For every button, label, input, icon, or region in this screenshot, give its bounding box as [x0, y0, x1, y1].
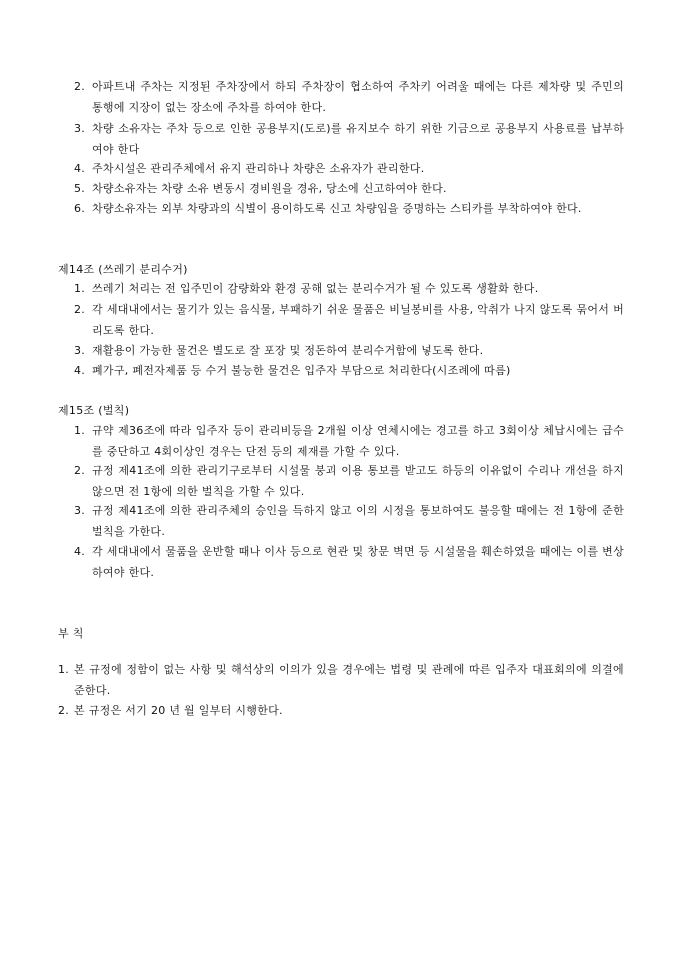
- item-text: 주차시설은 관리주체에서 유지 관리하나 차량은 소유자가 관리한다.: [92, 162, 425, 175]
- item-number: 4.: [74, 364, 86, 377]
- list-item: [74, 198, 624, 219]
- item-number: 6.: [74, 202, 86, 215]
- item-text: 본 규정에 정함이 없는 사항 및 해석상의 이의가 있을 경우에는 법령 및 관례에 따른 입주자 대표회의에 의결에 준한다.: [74, 663, 624, 697]
- list-item: [58, 659, 624, 701]
- list-item: [74, 299, 624, 341]
- item-text: 아파트내 주차는 지정된 주차장에서 하되 주차장이 협소하여 주차키 어려울 때에는 다른 제차량 및 주민의 통행에 지장이 없는 장소에 주차를 하여야 한다.: [92, 80, 624, 114]
- list-item: [74, 158, 624, 179]
- item-number: 3.: [74, 122, 86, 135]
- item-text: 차량 소유자는 주차 등으로 인한 공용부지(도로)를 유지보수 하기 위한 기금으로 공용부지 사용료를 납부하여야 한다: [92, 122, 624, 156]
- item-text: 재활용이 가능한 물건은 별도로 잘 포장 및 정돈하여 분리수거함에 넣도록 한다.: [92, 344, 484, 357]
- list-item: [74, 360, 624, 381]
- item-number: 4.: [74, 545, 86, 558]
- item-text: 규정 제41조에 의한 관리기구로부터 시설물 붕괴 이용 통보를 받고도 하등의 이유없이 수리나 개선을 하지 않으면 전 1항에 의한 벌칙을 가할 수 있다.: [92, 464, 624, 498]
- item-number: 2.: [74, 80, 86, 93]
- item-number: 1.: [58, 663, 70, 676]
- item-text: 규약 제36조에 따라 입주자 등이 관리비등을 2개월 이상 연체시에는 경고를 하고 3회이상 체납시에는 급수를 중단하고 4회이상인 경우는 단전 등의 제재를 가할 수 있다.: [92, 424, 624, 458]
- list-item: [74, 178, 624, 199]
- item-text: 차량소유자는 외부 차량과의 식별이 용이하도록 신고 차량임을 증명하는 스티카를 부착하여야 한다.: [92, 202, 582, 215]
- supplementary-heading: 부 칙: [58, 627, 84, 640]
- item-text: 차량소유자는 차량 소유 변동시 경비원을 경유, 당소에 신고하여야 한다.: [92, 182, 447, 195]
- list-item: [74, 340, 624, 361]
- list-item: [74, 278, 624, 299]
- list-item: [74, 118, 624, 160]
- list-item: [58, 700, 624, 721]
- item-number: 5.: [74, 182, 86, 195]
- article-15-heading: 제15조 (벌칙): [58, 404, 130, 417]
- item-number: 3.: [74, 504, 86, 517]
- list-item: [74, 76, 624, 118]
- item-number: 2.: [74, 464, 86, 477]
- list-item: [74, 541, 624, 583]
- item-text: 쓰레기 처리는 전 입주민이 감량화와 환경 공해 없는 분리수거가 될 수 있도록 생활화 한다.: [92, 282, 539, 295]
- item-number: 1.: [74, 424, 86, 437]
- article-14-heading: 제14조 (쓰레기 분리수거): [58, 263, 188, 276]
- item-number: 1.: [74, 282, 86, 295]
- item-number: 3.: [74, 344, 86, 357]
- item-number: 2.: [58, 704, 70, 717]
- list-item: [74, 460, 624, 502]
- list-item: [74, 500, 624, 542]
- list-item: [74, 420, 624, 462]
- item-number: 2.: [74, 303, 86, 316]
- item-text: 본 규정은 서기 20 년 월 일부터 시행한다.: [74, 704, 283, 717]
- item-text: 각 세대내에서는 물기가 있는 음식물, 부패하기 쉬운 물품은 비닐봉비를 사용, 악취가 나지 않도록 묶어서 버리도록 한다.: [92, 303, 624, 337]
- item-number: 4.: [74, 162, 86, 175]
- item-text: 각 세대내에서 물품을 운반할 때나 이사 등으로 현관 및 창문 벽면 등 시설물을 훼손하였을 때에는 이를 변상하여야 한다.: [92, 545, 624, 579]
- item-text: 폐가구, 폐전자제품 등 수거 불능한 물건은 입주자 부담으로 처리한다(시조례에 따름): [92, 364, 511, 377]
- item-text: 규정 제41조에 의한 관리주체의 승인을 득하지 않고 이의 시정을 통보하여도 불응할 때에는 전 1항에 준한 벌칙을 가한다.: [92, 504, 624, 538]
